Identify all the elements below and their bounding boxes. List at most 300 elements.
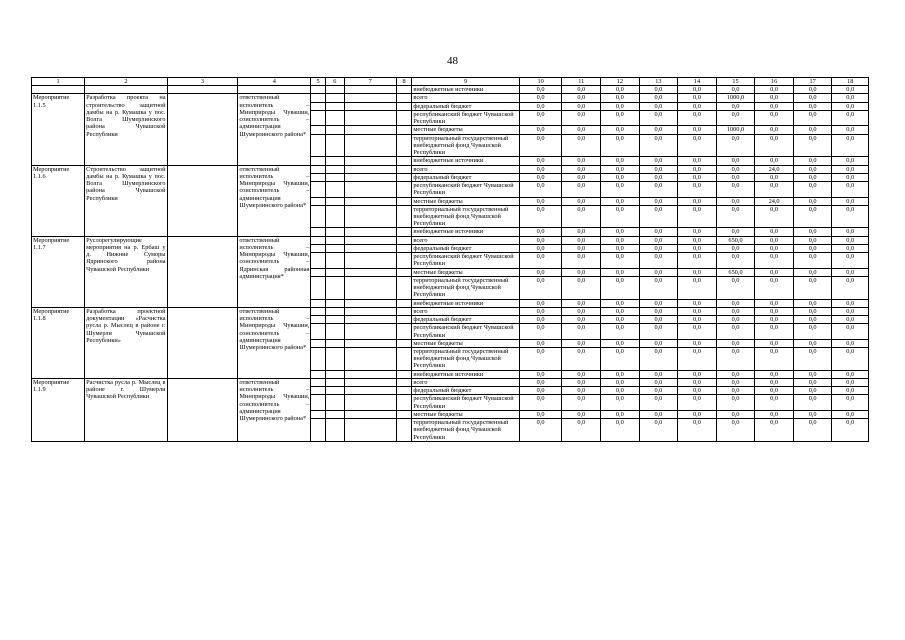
measure-executor: ответственный исполнитель – Минприроды Чувашии, соисполнитель – администрация Шумерлинского района* xyxy=(238,94,311,165)
amount-cell: 0,0 xyxy=(755,173,794,181)
amount-cell: 0,0 xyxy=(639,165,678,173)
funding-source: территориальный государственный внебюджетный фонд Чувашской Республики xyxy=(412,347,519,370)
measure-name: Руслорегулирующие мероприятия на р. Ербаш у д. Нижние Суморы Ядринского района Чувашской Республики xyxy=(85,236,167,307)
funding-source: внебюджетные источники xyxy=(412,370,519,378)
amount-cell: 0,0 xyxy=(832,205,869,228)
amount-cell: 0,0 xyxy=(832,197,869,205)
column-header: 5 xyxy=(311,78,326,86)
amount-cell: 0,0 xyxy=(755,370,794,378)
empty-cell xyxy=(396,339,412,347)
amount-cell: 0,0 xyxy=(832,299,869,307)
page-number: 48 xyxy=(447,55,458,67)
amount-cell: 0,0 xyxy=(601,157,640,165)
empty-cell xyxy=(311,182,326,197)
amount-cell: 0,0 xyxy=(639,157,678,165)
amount-cell: 0,0 xyxy=(562,316,601,324)
funding-source: федеральный бюджет xyxy=(412,244,519,252)
funding-source: федеральный бюджет xyxy=(412,173,519,181)
amount-cell: 0,0 xyxy=(755,268,794,276)
amount-cell: 0,0 xyxy=(832,173,869,181)
funding-source: федеральный бюджет xyxy=(412,316,519,324)
amount-cell: 0,0 xyxy=(519,228,562,236)
amount-cell: 0,0 xyxy=(601,126,640,134)
amount-cell: 0,0 xyxy=(519,347,562,370)
amount-cell: 0,0 xyxy=(793,134,832,157)
empty-cell xyxy=(396,370,412,378)
amount-cell: 0,0 xyxy=(832,182,869,197)
amount-cell: 0,0 xyxy=(755,157,794,165)
amount-cell: 0,0 xyxy=(832,157,869,165)
empty-cell xyxy=(325,182,344,197)
funding-source: всего xyxy=(412,94,519,102)
amount-cell: 0,0 xyxy=(716,339,755,347)
amount-cell: 0,0 xyxy=(755,86,794,94)
amount-cell: 0,0 xyxy=(639,102,678,110)
amount-cell: 0,0 xyxy=(793,197,832,205)
amount-cell: 0,0 xyxy=(832,339,869,347)
amount-cell: 0,0 xyxy=(755,316,794,324)
column-number-row xyxy=(32,78,869,86)
empty-cell xyxy=(167,307,238,378)
amount-cell: 0,0 xyxy=(793,410,832,418)
empty-cell xyxy=(325,102,344,110)
amount-cell: 0,0 xyxy=(755,228,794,236)
amount-cell: 0,0 xyxy=(639,110,678,125)
empty-cell xyxy=(325,205,344,228)
amount-cell: 0,0 xyxy=(562,387,601,395)
empty-cell xyxy=(325,395,344,410)
amount-cell: 0,0 xyxy=(601,182,640,197)
empty-cell xyxy=(344,324,396,339)
empty-cell xyxy=(311,419,326,442)
amount-cell: 0,0 xyxy=(519,339,562,347)
empty-cell xyxy=(344,244,396,252)
amount-cell: 0,0 xyxy=(716,299,755,307)
amount-cell: 0,0 xyxy=(793,268,832,276)
amount-cell: 0,0 xyxy=(716,205,755,228)
amount-cell: 0,0 xyxy=(678,395,717,410)
empty-cell xyxy=(311,205,326,228)
amount-cell: 0,0 xyxy=(678,244,717,252)
amount-cell: 0,0 xyxy=(716,307,755,315)
funding-source: федеральный бюджет xyxy=(412,387,519,395)
table-row xyxy=(32,307,869,315)
empty-cell xyxy=(344,165,396,173)
amount-cell: 0,0 xyxy=(601,110,640,125)
empty-cell xyxy=(396,236,412,244)
empty-cell xyxy=(344,268,396,276)
amount-cell: 0,0 xyxy=(639,182,678,197)
amount-cell: 0,0 xyxy=(678,197,717,205)
empty-cell xyxy=(344,86,396,94)
amount-cell: 0,0 xyxy=(832,307,869,315)
amount-cell: 0,0 xyxy=(519,173,562,181)
measure-name: Разработка проекта на строительство защитной дамбы на р. Кумашка у пос. Волга Шумерлинского района Чувашской Республики xyxy=(85,94,167,165)
amount-cell: 0,0 xyxy=(832,347,869,370)
amount-cell: 24,0 xyxy=(755,197,794,205)
amount-cell: 0,0 xyxy=(519,299,562,307)
amount-cell: 0,0 xyxy=(562,307,601,315)
amount-cell: 0,0 xyxy=(793,205,832,228)
funding-source: территориальный государственный внебюджетный фонд Чувашской Республики xyxy=(412,205,519,228)
empty-cell xyxy=(344,126,396,134)
amount-cell: 0,0 xyxy=(832,316,869,324)
amount-cell: 0,0 xyxy=(755,94,794,102)
amount-cell: 0,0 xyxy=(716,316,755,324)
amount-cell: 0,0 xyxy=(519,134,562,157)
funding-source: федеральный бюджет xyxy=(412,102,519,110)
empty-cell xyxy=(167,94,238,165)
empty-cell xyxy=(344,228,396,236)
amount-cell: 0,0 xyxy=(639,410,678,418)
table-row xyxy=(32,378,869,386)
amount-cell: 0,0 xyxy=(601,316,640,324)
amount-cell: 0,0 xyxy=(716,165,755,173)
amount-cell: 0,0 xyxy=(678,182,717,197)
amount-cell: 0,0 xyxy=(601,339,640,347)
empty-cell xyxy=(325,347,344,370)
empty-cell xyxy=(396,387,412,395)
amount-cell: 0,0 xyxy=(678,299,717,307)
empty-cell xyxy=(344,110,396,125)
amount-cell: 0,0 xyxy=(716,110,755,125)
amount-cell: 0,0 xyxy=(519,324,562,339)
amount-cell: 0,0 xyxy=(755,244,794,252)
empty-cell xyxy=(311,86,326,94)
amount-cell: 0,0 xyxy=(519,419,562,442)
empty-cell xyxy=(167,378,238,441)
empty-cell xyxy=(396,268,412,276)
measure-name: Расчистка русла р. Мыслец в районе г. Шумерли Чувашской Республики xyxy=(85,378,167,441)
amount-cell: 0,0 xyxy=(601,228,640,236)
amount-cell: 0,0 xyxy=(519,102,562,110)
amount-cell: 24,0 xyxy=(755,165,794,173)
amount-cell: 0,0 xyxy=(678,347,717,370)
amount-cell: 0,0 xyxy=(562,102,601,110)
amount-cell: 0,0 xyxy=(519,182,562,197)
empty-cell xyxy=(238,86,311,94)
amount-cell: 0,0 xyxy=(755,253,794,268)
amount-cell: 0,0 xyxy=(639,378,678,386)
amount-cell: 0,0 xyxy=(793,86,832,94)
empty-cell xyxy=(344,410,396,418)
empty-cell xyxy=(311,244,326,252)
amount-cell: 0,0 xyxy=(639,419,678,442)
empty-cell xyxy=(396,324,412,339)
amount-cell: 0,0 xyxy=(562,205,601,228)
amount-cell: 0,0 xyxy=(832,110,869,125)
column-header: 7 xyxy=(344,78,396,86)
amount-cell: 0,0 xyxy=(678,134,717,157)
empty-cell xyxy=(311,316,326,324)
empty-cell xyxy=(32,86,85,94)
amount-cell: 0,0 xyxy=(755,102,794,110)
amount-cell: 0,0 xyxy=(519,307,562,315)
funding-source: всего xyxy=(412,165,519,173)
amount-cell: 0,0 xyxy=(562,276,601,299)
empty-cell xyxy=(396,102,412,110)
amount-cell: 0,0 xyxy=(755,307,794,315)
empty-cell xyxy=(344,134,396,157)
empty-cell xyxy=(311,299,326,307)
empty-cell xyxy=(311,126,326,134)
amount-cell: 0,0 xyxy=(601,370,640,378)
amount-cell: 0,0 xyxy=(678,228,717,236)
amount-cell: 0,0 xyxy=(678,165,717,173)
empty-cell xyxy=(325,316,344,324)
amount-cell: 0,0 xyxy=(832,387,869,395)
empty-cell xyxy=(396,182,412,197)
amount-cell: 0,0 xyxy=(793,102,832,110)
funding-source: местные бюджеты xyxy=(412,197,519,205)
amount-cell: 0,0 xyxy=(678,157,717,165)
amount-cell: 0,0 xyxy=(793,299,832,307)
empty-cell xyxy=(344,253,396,268)
amount-cell: 0,0 xyxy=(678,324,717,339)
amount-cell: 0,0 xyxy=(678,205,717,228)
empty-cell xyxy=(396,395,412,410)
amount-cell: 0,0 xyxy=(519,94,562,102)
empty-cell xyxy=(344,236,396,244)
measure-id: Мероприятие 1.1.5 xyxy=(32,94,85,165)
amount-cell: 0,0 xyxy=(755,395,794,410)
empty-cell xyxy=(396,253,412,268)
amount-cell: 0,0 xyxy=(639,268,678,276)
empty-cell xyxy=(396,134,412,157)
measure-id: Мероприятие 1.1.6 xyxy=(32,165,85,236)
amount-cell: 0,0 xyxy=(793,339,832,347)
amount-cell: 0,0 xyxy=(562,253,601,268)
empty-cell xyxy=(396,94,412,102)
amount-cell: 0,0 xyxy=(601,236,640,244)
empty-cell xyxy=(325,110,344,125)
amount-cell: 0,0 xyxy=(832,378,869,386)
column-header: 11 xyxy=(562,78,601,86)
amount-cell: 0,0 xyxy=(639,324,678,339)
amount-cell: 0,0 xyxy=(519,395,562,410)
empty-cell xyxy=(396,86,412,94)
amount-cell: 0,0 xyxy=(716,253,755,268)
amount-cell: 0,0 xyxy=(716,173,755,181)
column-header: 17 xyxy=(793,78,832,86)
measure-executor: ответственный исполнитель – Минприроды Чувашии, соисполнитель – администрация Шумерлинского района* xyxy=(238,165,311,236)
amount-cell: 0,0 xyxy=(678,268,717,276)
table-row xyxy=(32,236,869,244)
amount-cell: 0,0 xyxy=(639,299,678,307)
column-header: 9 xyxy=(412,78,519,86)
amount-cell: 0,0 xyxy=(716,378,755,386)
amount-cell: 0,0 xyxy=(639,347,678,370)
column-header: 10 xyxy=(519,78,562,86)
empty-cell xyxy=(344,94,396,102)
amount-cell: 0,0 xyxy=(639,236,678,244)
amount-cell: 0,0 xyxy=(755,236,794,244)
amount-cell: 0,0 xyxy=(793,276,832,299)
amount-cell: 0,0 xyxy=(678,276,717,299)
amount-cell: 0,0 xyxy=(755,276,794,299)
amount-cell: 0,0 xyxy=(832,276,869,299)
empty-cell xyxy=(311,157,326,165)
amount-cell: 0,0 xyxy=(716,387,755,395)
amount-cell: 0,0 xyxy=(832,228,869,236)
amount-cell: 0,0 xyxy=(562,134,601,157)
amount-cell: 0,0 xyxy=(519,316,562,324)
amount-cell: 0,0 xyxy=(562,173,601,181)
empty-cell xyxy=(344,419,396,442)
amount-cell: 0,0 xyxy=(639,134,678,157)
amount-cell: 0,0 xyxy=(562,157,601,165)
table-row xyxy=(32,86,869,94)
amount-cell: 0,0 xyxy=(639,307,678,315)
amount-cell: 0,0 xyxy=(793,126,832,134)
amount-cell: 0,0 xyxy=(793,387,832,395)
empty-cell xyxy=(325,244,344,252)
amount-cell: 0,0 xyxy=(832,419,869,442)
column-header: 3 xyxy=(167,78,238,86)
funding-source: всего xyxy=(412,378,519,386)
amount-cell: 0,0 xyxy=(793,419,832,442)
amount-cell: 0,0 xyxy=(716,276,755,299)
empty-cell xyxy=(311,378,326,386)
amount-cell: 0,0 xyxy=(716,244,755,252)
funding-source: местные бюджеты xyxy=(412,410,519,418)
amount-cell: 0,0 xyxy=(562,228,601,236)
amount-cell: 0,0 xyxy=(793,324,832,339)
column-header: 8 xyxy=(396,78,412,86)
empty-cell xyxy=(325,253,344,268)
empty-cell xyxy=(167,86,238,94)
empty-cell xyxy=(311,197,326,205)
amount-cell: 0,0 xyxy=(832,324,869,339)
empty-cell xyxy=(325,165,344,173)
measure-executor: ответственный исполнитель – Минприроды Чувашии, соисполнитель – администрация Шумерлинского района* xyxy=(238,307,311,378)
empty-cell xyxy=(311,94,326,102)
amount-cell: 0,0 xyxy=(562,339,601,347)
amount-cell: 0,0 xyxy=(832,253,869,268)
amount-cell: 0,0 xyxy=(793,244,832,252)
empty-cell xyxy=(344,370,396,378)
empty-cell xyxy=(344,197,396,205)
amount-cell: 0,0 xyxy=(562,378,601,386)
amount-cell: 0,0 xyxy=(793,165,832,173)
amount-cell: 0,0 xyxy=(562,94,601,102)
amount-cell: 0,0 xyxy=(562,197,601,205)
amount-cell: 0,0 xyxy=(562,244,601,252)
amount-cell: 0,0 xyxy=(519,157,562,165)
empty-cell xyxy=(344,347,396,370)
amount-cell: 0,0 xyxy=(716,134,755,157)
empty-cell xyxy=(311,395,326,410)
funding-source: территориальный государственный внебюджетный фонд Чувашской Республики xyxy=(412,134,519,157)
amount-cell: 0,0 xyxy=(562,419,601,442)
amount-cell: 0,0 xyxy=(601,94,640,102)
empty-cell xyxy=(85,86,167,94)
empty-cell xyxy=(396,347,412,370)
amount-cell: 0,0 xyxy=(562,236,601,244)
empty-cell xyxy=(311,410,326,418)
column-header: 16 xyxy=(755,78,794,86)
funding-source: местные бюджеты xyxy=(412,339,519,347)
amount-cell: 0,0 xyxy=(755,299,794,307)
amount-cell: 0,0 xyxy=(639,244,678,252)
amount-cell: 0,0 xyxy=(716,395,755,410)
amount-cell: 0,0 xyxy=(562,410,601,418)
amount-cell: 0,0 xyxy=(678,110,717,125)
empty-cell xyxy=(325,378,344,386)
empty-cell xyxy=(344,102,396,110)
amount-cell: 0,0 xyxy=(639,339,678,347)
amount-cell: 0,0 xyxy=(601,410,640,418)
empty-cell xyxy=(396,157,412,165)
program-table xyxy=(31,77,869,442)
amount-cell: 0,0 xyxy=(562,86,601,94)
funding-source: республиканский бюджет Чувашской Республики xyxy=(412,110,519,125)
empty-cell xyxy=(396,228,412,236)
amount-cell: 0,0 xyxy=(755,110,794,125)
amount-cell: 0,0 xyxy=(793,157,832,165)
amount-cell: 0,0 xyxy=(562,324,601,339)
amount-cell: 0,0 xyxy=(601,395,640,410)
amount-cell: 0,0 xyxy=(716,102,755,110)
empty-cell xyxy=(325,173,344,181)
empty-cell xyxy=(325,387,344,395)
empty-cell xyxy=(325,307,344,315)
empty-cell xyxy=(396,205,412,228)
empty-cell xyxy=(396,307,412,315)
amount-cell: 0,0 xyxy=(639,253,678,268)
amount-cell: 0,0 xyxy=(755,378,794,386)
empty-cell xyxy=(325,324,344,339)
amount-cell: 0,0 xyxy=(639,86,678,94)
amount-cell: 0,0 xyxy=(519,126,562,134)
empty-cell xyxy=(325,370,344,378)
amount-cell: 0,0 xyxy=(639,205,678,228)
amount-cell: 0,0 xyxy=(601,205,640,228)
amount-cell: 0,0 xyxy=(793,236,832,244)
table-row xyxy=(32,165,869,173)
amount-cell: 0,0 xyxy=(832,410,869,418)
amount-cell: 0,0 xyxy=(601,173,640,181)
amount-cell: 0,0 xyxy=(678,307,717,315)
empty-cell xyxy=(344,339,396,347)
amount-cell: 0,0 xyxy=(519,197,562,205)
amount-cell: 0,0 xyxy=(832,102,869,110)
empty-cell xyxy=(396,126,412,134)
amount-cell: 0,0 xyxy=(678,236,717,244)
amount-cell: 0,0 xyxy=(519,244,562,252)
amount-cell: 0,0 xyxy=(519,165,562,173)
empty-cell xyxy=(167,236,238,307)
amount-cell: 0,0 xyxy=(562,299,601,307)
empty-cell xyxy=(325,126,344,134)
empty-cell xyxy=(311,173,326,181)
amount-cell: 0,0 xyxy=(639,228,678,236)
amount-cell: 0,0 xyxy=(755,387,794,395)
amount-cell: 0,0 xyxy=(601,419,640,442)
empty-cell xyxy=(311,387,326,395)
amount-cell: 0,0 xyxy=(601,324,640,339)
amount-cell: 0,0 xyxy=(678,253,717,268)
amount-cell: 0,0 xyxy=(755,419,794,442)
funding-source: республиканский бюджет Чувашской Республики xyxy=(412,253,519,268)
amount-cell: 0,0 xyxy=(562,126,601,134)
amount-cell: 0,0 xyxy=(519,236,562,244)
amount-cell: 0,0 xyxy=(639,370,678,378)
amount-cell: 0,0 xyxy=(832,370,869,378)
amount-cell: 0,0 xyxy=(601,268,640,276)
empty-cell xyxy=(311,347,326,370)
amount-cell: 0,0 xyxy=(832,86,869,94)
